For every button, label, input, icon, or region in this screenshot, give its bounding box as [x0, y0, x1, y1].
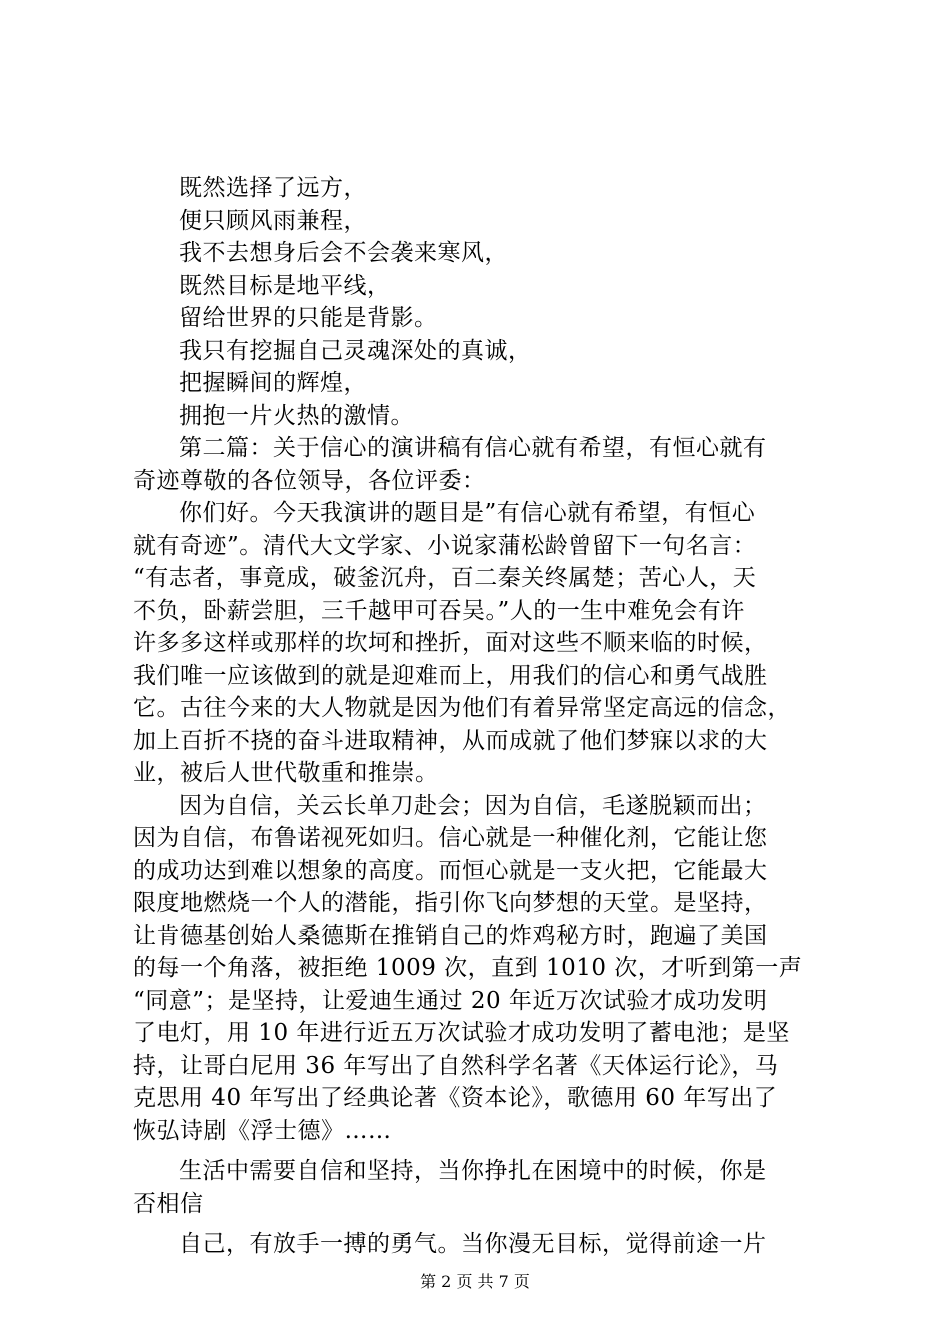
- text-line: 加上百折不挠的奋斗进取精神，从而成就了他们梦寐以求的大: [133, 727, 768, 754]
- text-line: 便只顾风雨兼程，: [179, 207, 367, 234]
- text-line: 持，让哥白尼用 36 年写出了自然科学名著《天体运行论》，马: [133, 1052, 779, 1079]
- text-line: 了电灯，用 10 年进行近五万次试验才成功发明了蓄电池；是坚: [133, 1020, 790, 1046]
- text-line: 拥抱一片火热的激情。: [179, 402, 414, 429]
- text-line: 否相信: [133, 1190, 204, 1217]
- text-line: 我不去想身后会不会袭来寒风，: [179, 240, 508, 266]
- text-line: 它。古往今来的大人物就是因为他们有着异常坚定高远的信念，: [133, 695, 791, 721]
- text-line: 自己，有放手一搏的勇气。当你漫无目标，觉得前途一片: [179, 1231, 767, 1257]
- text-line: 因为自信，布鲁诺视死如归。信心就是一种催化剂，它能让您: [133, 825, 768, 851]
- text-line: 留给世界的只能是背影。: [179, 305, 438, 331]
- text-line: 业，被后人世代敬重和推崇。: [133, 760, 439, 786]
- text-line: 我只有挖掘自己灵魂深处的真诚，: [179, 337, 532, 364]
- text-line: 的每一个角落，被拒绝 1009 次，直到 1010 次，才听到第一声: [133, 955, 803, 981]
- text-line: 把握瞬间的辉煌，: [179, 370, 367, 396]
- text-line: 就有奇迹”。清代大文学家、小说家蒲松龄曾留下一句名言：: [133, 532, 757, 559]
- text-line: 既然选择了远方，: [179, 175, 367, 201]
- text-line: 奇迹尊敬的各位领导，各位评委：: [133, 467, 486, 494]
- text-line: 既然目标是地平线，: [179, 272, 391, 299]
- text-line: “同意”；是坚持，让爱迪生通过 20 年近万次试验才成功发明: [133, 987, 768, 1014]
- text-line: 生活中需要自信和坚持，当你挣扎在困境中的时候，你是: [179, 1158, 767, 1184]
- document-body: [133, 172, 833, 1261]
- text-line: 克思用 40 年写出了经典论著《资本论》，歌德用 60 年写出了: [133, 1085, 778, 1111]
- text-line: 让肯德基创始人桑德斯在推销自己的炸鸡秘方时，跑遍了美国: [133, 922, 768, 949]
- text-line: 第二篇：关于信心的演讲稿有信心就有希望，有恒心就有: [179, 435, 767, 461]
- text-line: 不负，卧薪尝胆，三千越甲可吞吴。”人的一生中难免会有许: [133, 597, 745, 624]
- text-line: 限度地燃烧一个人的潜能，指引你飞向梦想的天堂。是坚持，: [133, 890, 768, 916]
- text-line: 你们好。今天我演讲的题目是”有信心就有希望，有恒心: [179, 500, 756, 526]
- text-line: 的成功达到难以想象的高度。而恒心就是一支火把，它能最大: [133, 857, 768, 884]
- text-line: 许多多这样或那样的坎坷和挫折，面对这些不顺来临的时候，: [133, 630, 768, 656]
- page-footer: 第 2 页 共 7 页: [420, 1272, 530, 1291]
- text-line: “有志者，事竟成，破釜沉舟，百二秦关终属楚；苦心人，天: [133, 565, 757, 591]
- text-line: 恢弘诗剧《浮士德》……: [133, 1117, 392, 1144]
- text-line: 我们唯一应该做到的就是迎难而上，用我们的信心和勇气战胜: [133, 662, 768, 689]
- text-line: 因为自信，关云长单刀赴会；因为自信，毛遂脱颖而出；: [179, 792, 767, 819]
